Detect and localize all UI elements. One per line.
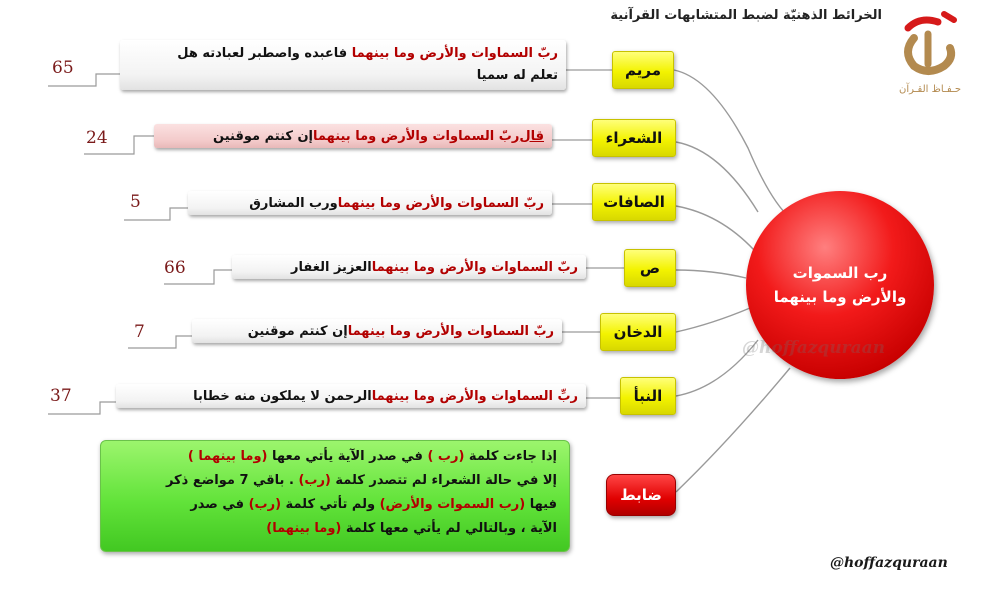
social-handle: @hoffazquraan [830, 555, 948, 571]
verse-rest: إن كنتم موقنين [213, 128, 314, 144]
verse-box-an-naba [116, 384, 586, 408]
surah-node-sad: ص [624, 249, 676, 287]
verse-prefix: قال [519, 128, 544, 144]
verse-rest: فاعبده واصطبر لعبادته هل [177, 46, 352, 61]
verse-highlight: ربّ السماوات والأرض وما بينهما [337, 195, 544, 211]
rule-node: ضابط [606, 474, 676, 516]
surah-node-as-saffat: الصافات [592, 183, 676, 221]
verse-box-as-saffat [188, 191, 552, 215]
ayah-number: 24 [86, 128, 108, 148]
rule-line-1: إذا جاءت كلمة (رب ) في صدر الآية يأتي معها (وما بينهما ) [187, 449, 557, 464]
verse-line2: تعلم له سميا [476, 68, 558, 83]
ayah-number: 7 [134, 322, 145, 342]
logo-caption: حـفـاظ القـرآن [898, 84, 962, 95]
page-title: الخرائط الذهنيّة لضبط المتشابهات القرآنية [610, 8, 882, 23]
verse-highlight: ربّ السماوات والأرض وما بينهما [371, 259, 578, 275]
surah-node-ad-dukhan: الدخان [600, 313, 676, 351]
verse-highlight: ربّ السماوات والأرض وما بينهما [313, 128, 520, 144]
verse-box-ash-shuara [154, 124, 552, 148]
verse-box-maryam [120, 40, 566, 90]
ayah-number: 66 [164, 258, 186, 278]
watermark: @hoffazquraan [742, 338, 886, 358]
rule-line-4: الآية ، وبالتالي لم يأتي معها كلمة (وما بينهما) [266, 521, 557, 536]
verse-box-ad-dukhan [192, 319, 562, 343]
rule-line-2: إلا في حالة الشعراء لم تتصدر كلمة (رب) . باقي 7 مواضع ذكر [165, 473, 557, 488]
surah-node-maryam: مريم [612, 51, 674, 89]
ayah-number: 37 [50, 386, 72, 406]
verse-rest: إن كنتم موقنين [247, 323, 348, 339]
ayah-number: 65 [52, 58, 74, 78]
ayah-number: 5 [130, 192, 141, 212]
surah-node-ash-shuara: الشعراء [592, 119, 676, 157]
verse-highlight: ربِّ السماوات والأرض وما بينهما [371, 388, 578, 404]
verse-rest: ورب المشارق [249, 195, 338, 211]
verse-rest: الرحمن لا يملكون منه خطابا [193, 388, 372, 404]
central-topic: رب السموات والأرض وما بينهما [746, 191, 934, 379]
verse-rest: العزيز الغفار [291, 259, 372, 275]
verse-box-sad [232, 255, 586, 279]
verse-highlight: ربّ السماوات والأرض وما بينهما [351, 46, 558, 61]
rule-box [100, 440, 570, 552]
surah-node-an-naba: النبأ [620, 377, 676, 415]
rule-line-3: فيها (رب السموات والأرض) ولم تأتي كلمة (رب) في صدر [190, 497, 557, 512]
verse-highlight: ربّ السماوات والأرض وما بينهما [347, 323, 554, 339]
